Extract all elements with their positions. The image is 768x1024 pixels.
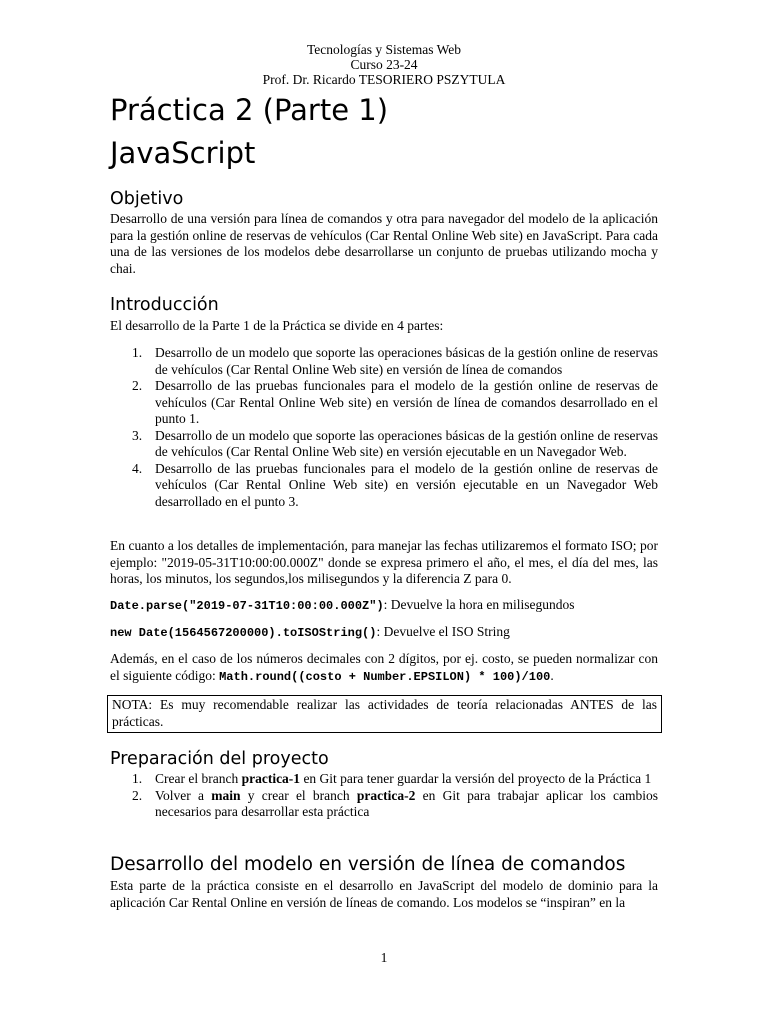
list-number: 2. bbox=[132, 787, 143, 803]
objetivo-paragraph: Desarrollo de una versión para línea de comandos y otra para navegador del modelo de la aplicación para la gestión online de reservas de vehículos (Car Rental Online Web site) en JavaScript. Para cada una de las versiones de los modelos debe desarrollarse un conjunto de pruebas utilizando mocha y chai. bbox=[110, 211, 658, 276]
code-description: : Devuelve la hora en milisegundos bbox=[383, 597, 575, 612]
note-box: NOTA: Es muy recomendable realizar las actividades de teoría relacionadas ANTES de las prácticas. bbox=[107, 695, 662, 733]
branch-name: main bbox=[211, 787, 241, 803]
list-item bbox=[110, 345, 658, 378]
decimales-text: Además, en el caso de los números decimales con 2 dígitos, por ej. costo, se pueden normalizar con el siguiente código: bbox=[110, 651, 658, 683]
list-number: 1. bbox=[132, 771, 143, 786]
decimales-paragraph bbox=[110, 651, 658, 685]
section-heading-objetivo: Objetivo bbox=[110, 189, 184, 209]
list-item bbox=[110, 461, 658, 511]
introduccion-lead: El desarrollo de la Parte 1 de la Práctica se divide en 4 partes: bbox=[110, 318, 444, 333]
code-snippet: new Date(1564567200000).toISOString() bbox=[110, 626, 377, 640]
branch-name: practica-1 bbox=[241, 771, 301, 786]
section-heading-preparacion: Preparación del proyecto bbox=[110, 749, 329, 769]
list-item-text: Crear el branch bbox=[155, 771, 242, 786]
list-item bbox=[110, 428, 658, 461]
code-snippet: Math.round((costo + Number.EPSILON) * 100)/100 bbox=[219, 669, 551, 684]
decimales-end: . bbox=[550, 667, 554, 683]
section-heading-desarrollo: Desarrollo del modelo en versión de línea de comandos bbox=[110, 854, 626, 875]
course-year: Curso 23-24 bbox=[350, 57, 418, 72]
preparacion-list bbox=[110, 771, 658, 821]
code-example-date-parse bbox=[110, 597, 658, 615]
fechas-paragraph: En cuanto a los detalles de implementación, para manejar las fechas utilizaremos el formato ISO; por ejemplo: "2019-05-31T10:00:00.000Z" donde se expresa primero el año, el mes, el día del mes, las horas, los minutos, los segundos,los milisegundos y la diferencia Z para 0. bbox=[110, 538, 658, 586]
list-number: 1. bbox=[132, 345, 143, 360]
course-name: Tecnologías y Sistemas Web bbox=[306, 42, 462, 57]
list-number: 4. bbox=[132, 460, 143, 476]
list-item-text: Desarrollo de las pruebas funcionales para el modelo de la gestión online de reservas de vehículos (Car Rental Online Web site) en versión ejecutable en un Navegador Web desarrollado en el punto 3. bbox=[155, 460, 658, 509]
list-item bbox=[110, 378, 658, 428]
list-item-text: Desarrollo de un modelo que soporte las operaciones básicas de la gestión online de reservas de vehículos (Car Rental Online Web site) en versión ejecutable en un Navegador Web. bbox=[155, 427, 658, 459]
list-item-text: Volver a bbox=[155, 787, 212, 803]
document-title: Práctica 2 (Parte 1) bbox=[110, 93, 389, 127]
section-heading-introduccion: Introducción bbox=[110, 295, 219, 315]
list-item-text: y crear el branch bbox=[240, 787, 357, 803]
list-number: 2. bbox=[132, 378, 143, 393]
page-number: 1 bbox=[380, 950, 388, 965]
branch-name: practica-2 bbox=[356, 787, 416, 803]
introduccion-list bbox=[110, 345, 658, 510]
list-item-text: en Git para trabajar aplicar los cambios necesarios para desarrollar esta práctica bbox=[155, 787, 658, 819]
code-example-iso-string bbox=[110, 624, 658, 642]
document-subtitle: JavaScript bbox=[110, 136, 256, 170]
page-header bbox=[0, 42, 768, 87]
code-description: : Devuelve el ISO String bbox=[376, 624, 510, 639]
list-item-text: Desarrollo de las pruebas funcionales para el modelo de la gestión online de reservas de vehículos (Car Rental Online Web site) en versión de línea de comandos desarrollado en el punto 1. bbox=[155, 378, 658, 426]
list-item-text: Desarrollo de un modelo que soporte las operaciones básicas de la gestión online de reservas de vehículos (Car Rental Online Web site) en versión de línea de comandos bbox=[155, 345, 658, 377]
list-item bbox=[110, 788, 658, 821]
professor-name: Prof. Dr. Ricardo TESORIERO PSZYTULA bbox=[262, 72, 506, 87]
list-item bbox=[110, 771, 658, 788]
list-item-text: en Git para tener guardar la versión del proyecto de la Práctica 1 bbox=[300, 771, 652, 786]
code-snippet: Date.parse("2019-07-31T10:00:00.000Z") bbox=[110, 599, 384, 613]
list-number: 3. bbox=[132, 427, 143, 443]
desarrollo-paragraph: Esta parte de la práctica consiste en el desarrollo en JavaScript del modelo de dominio para la aplicación Car Rental Online en versión de líneas de comando. Los modelos se “inspiran” en la bbox=[110, 878, 658, 910]
